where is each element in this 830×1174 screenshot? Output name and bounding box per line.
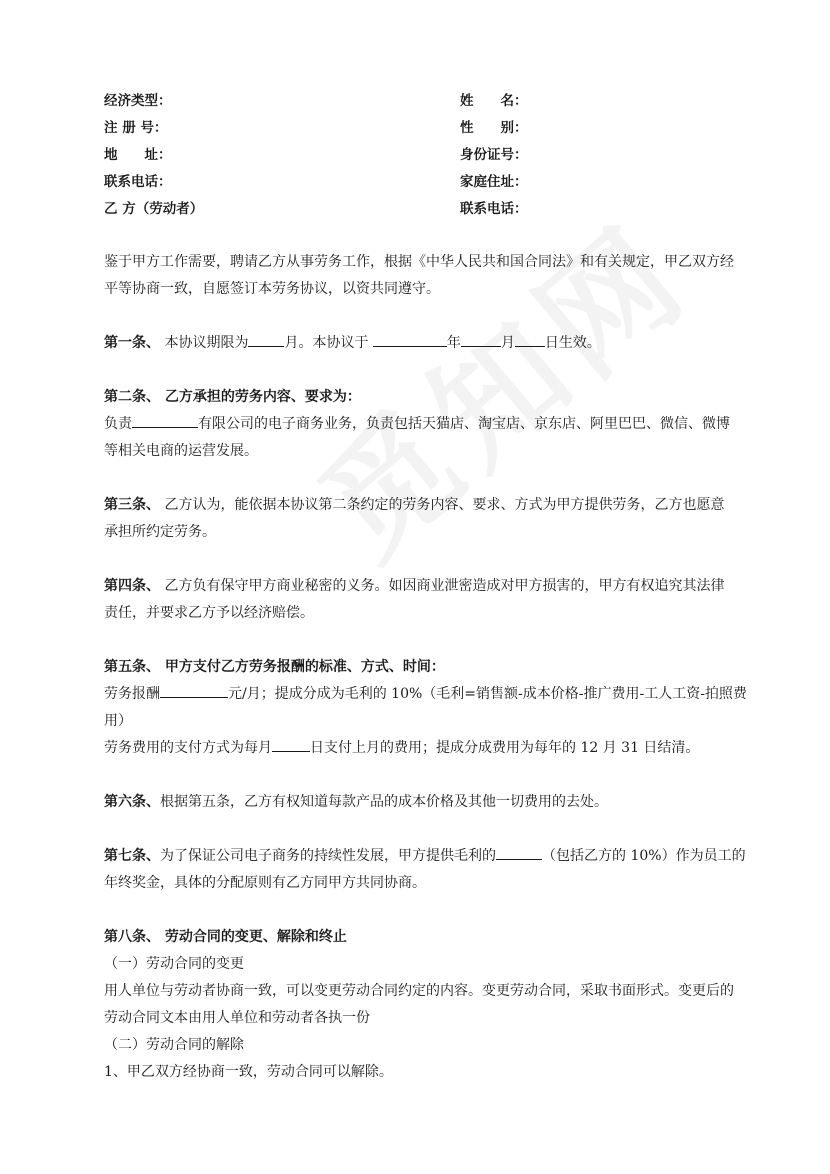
pay-day-blank[interactable] xyxy=(272,737,310,752)
month-blank[interactable] xyxy=(461,332,501,347)
article-1-title: 第一条、 xyxy=(104,335,160,351)
article-3-line-1 xyxy=(104,494,724,514)
id-no-label: 身份证号： xyxy=(460,147,528,163)
party-b-label: 乙 方（劳动者） xyxy=(104,201,204,217)
article-5-line-1 xyxy=(104,683,747,703)
company-name-blank[interactable] xyxy=(132,413,198,428)
article-3-line-2: 承担所约定劳务。 xyxy=(104,524,216,540)
phone-a-label: 联系电话： xyxy=(104,174,172,190)
article-7-text-2: （包括乙方的 10%）作为员工的 xyxy=(542,848,746,864)
article-8-para-2: 劳动合同文本由用人单位和劳动者各执一份 xyxy=(104,1010,370,1026)
article-1-text-5: 日生效。 xyxy=(544,335,601,351)
article-6-title: 第六条、 xyxy=(104,794,160,810)
article-2-text-2: 有限公司的电子商务业务，负责包括天猫店、淘宝店、京东店、阿里巴巴、微信、微博 xyxy=(198,416,730,432)
article-2-text-1: 负责 xyxy=(104,416,132,432)
article-5-text-4: 日支付上月的费用；提成分成费用为每年的 12 月 31 日结清。 xyxy=(310,740,700,756)
article-3-text: 乙方认为，能依据本协议第二条约定的劳务内容、要求、方式为甲方提供劳务，乙方也愿意 xyxy=(160,497,725,513)
article-6 xyxy=(104,791,608,811)
phone-b-label: 联系电话： xyxy=(460,201,528,217)
article-4-line-2: 责任，并要求乙方予以经济赔偿。 xyxy=(104,605,314,621)
article-8-sub-2: （二）劳动合同的解除 xyxy=(104,1037,244,1053)
article-1-text-3: 年 xyxy=(446,335,461,351)
article-5-text-3: 劳务费用的支付方式为每月 xyxy=(104,740,272,756)
article-5-line-3 xyxy=(104,737,699,757)
day-blank[interactable] xyxy=(515,332,545,347)
article-5-title: 第五条、 甲方支付乙方劳务报酬的标准、方式、时间： xyxy=(104,659,445,675)
salary-blank[interactable] xyxy=(160,683,228,698)
article-2-line-2: 等相关电商的运营发展。 xyxy=(104,443,258,459)
article-8-title: 第八条、 劳动合同的变更、解除和终止 xyxy=(104,929,347,945)
article-5-text-2: 元/月；提成分成为毛利的 10%（毛利=销售额-成本价格-推广费用-工人工资-拍照费 xyxy=(228,686,747,702)
article-2-title: 第二条、 乙方承担的劳务内容、要求为： xyxy=(104,389,361,405)
article-1-text-4: 月 xyxy=(500,335,515,351)
year-blank[interactable] xyxy=(373,332,447,347)
address-label: 地 址： xyxy=(104,147,172,163)
gender-label: 性 别： xyxy=(460,120,528,136)
article-5-text-1: 劳务报酬 xyxy=(104,686,160,702)
article-1-text-1: 本协议期限为 xyxy=(160,335,249,351)
article-1-text-2: 月。本协议于 xyxy=(284,335,373,351)
article-6-text: 根据第五条，乙方有权知道每款产品的成本价格及其他一切费用的去处。 xyxy=(160,794,608,810)
article-1 xyxy=(104,332,601,352)
article-8-item-1: 1、甲乙双方经协商一致，劳动合同可以解除。 xyxy=(104,1064,393,1080)
watermark xyxy=(275,175,722,592)
article-4-title: 第四条、 xyxy=(104,578,160,594)
article-3-title: 第三条、 xyxy=(104,497,160,513)
bonus-percent-blank[interactable] xyxy=(496,845,542,860)
article-4-line-1 xyxy=(104,575,724,595)
article-8-para-1: 用人单位与劳动者协商一致，可以变更劳动合同约定的内容。变更劳动合同，采取书面形式。变更后的 xyxy=(104,983,734,999)
article-2-line-1 xyxy=(104,413,730,433)
article-7-text-1: 为了保证公司电子商务的持续性发展，甲方提供毛利的 xyxy=(160,848,496,864)
article-5-line-2: 用） xyxy=(104,713,132,729)
intro-line-2: 平等协商一致，自愿签订本劳务协议，以资共同遵守。 xyxy=(104,281,440,297)
article-8-sub-1: （一）劳动合同的变更 xyxy=(104,956,244,972)
article-4-text: 乙方负有保守甲方商业秘密的义务。如因商业泄密造成对甲方损害的，甲方有权追究其法律 xyxy=(160,578,725,594)
home-address-label: 家庭住址： xyxy=(460,174,528,190)
reg-no-label: 注 册 号： xyxy=(104,120,168,136)
name-label: 姓 名： xyxy=(460,93,528,109)
economic-type-label: 经济类型： xyxy=(104,93,172,109)
term-months-blank[interactable] xyxy=(248,332,284,347)
article-7-line-1 xyxy=(104,845,746,865)
intro-line-1: 鉴于甲方工作需要，聘请乙方从事劳务工作，根据《中华人民共和国合同法》和有关规定，甲乙双方经 xyxy=(104,254,734,270)
article-7-title: 第七条、 xyxy=(104,848,160,864)
article-7-line-2: 年终奖金，具体的分配原则有乙方同甲方共同协商。 xyxy=(104,875,426,891)
